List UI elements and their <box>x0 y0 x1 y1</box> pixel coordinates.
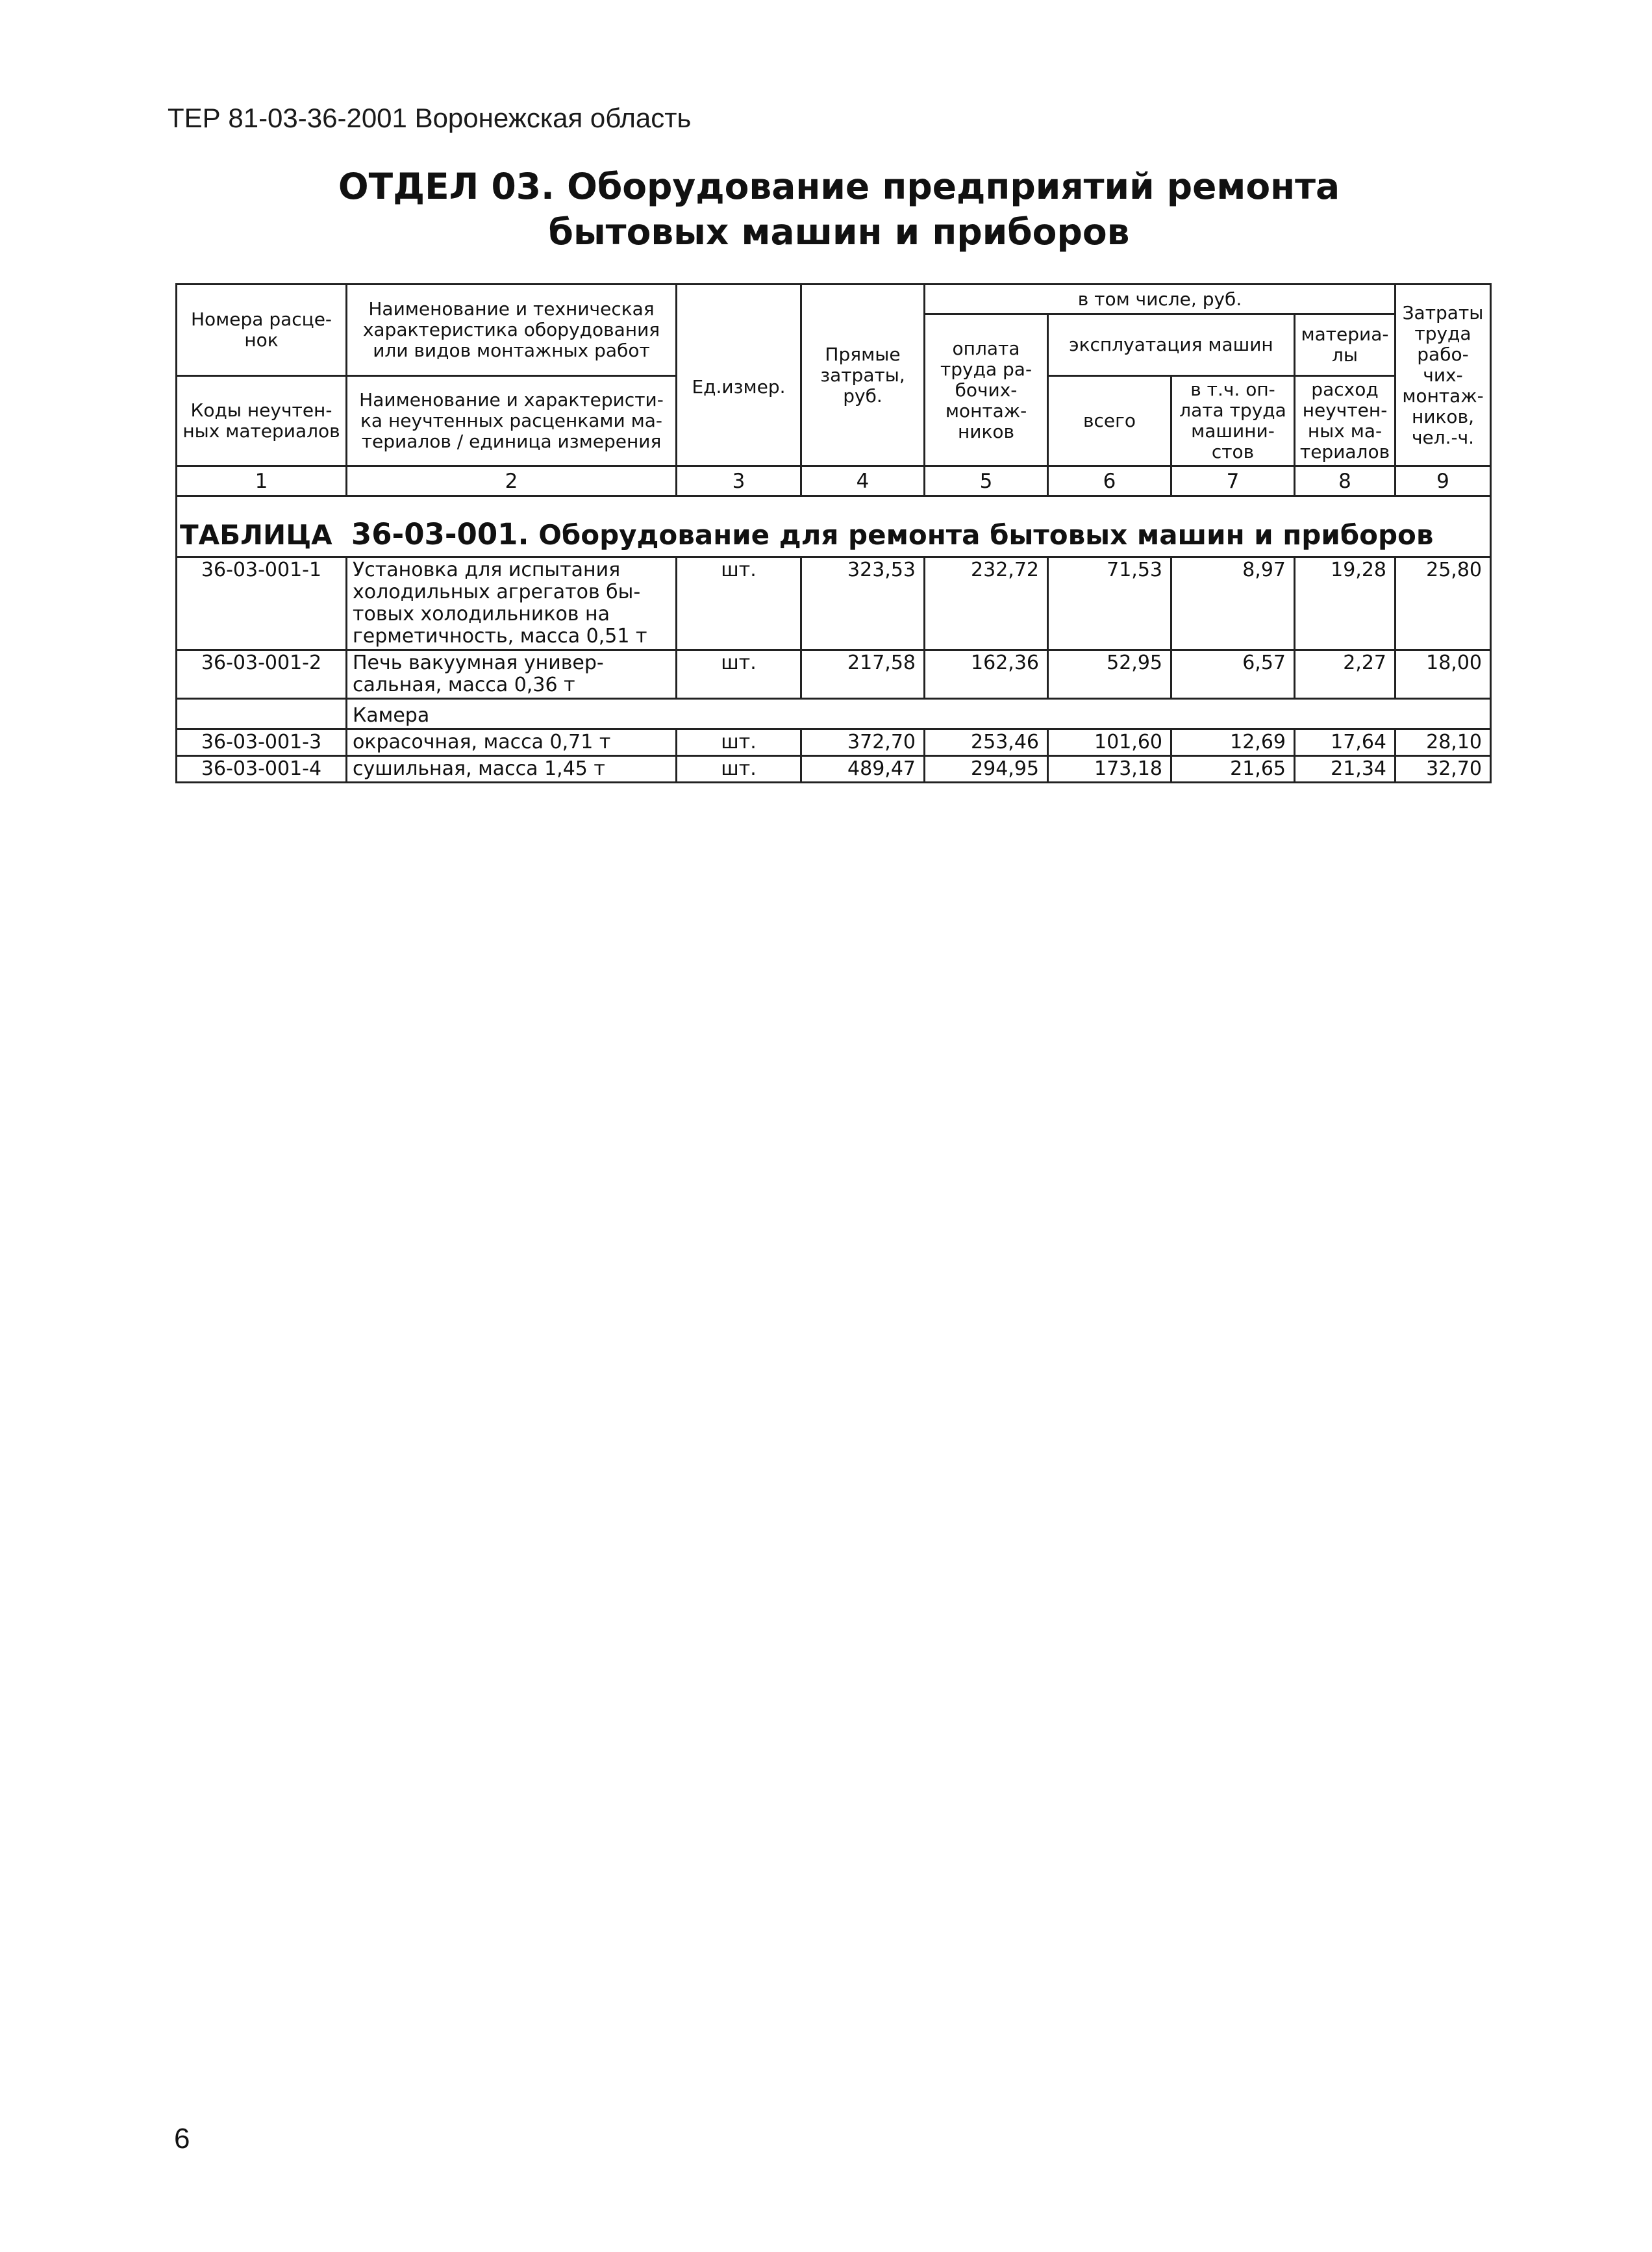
rate-machines-total: 71,53 <box>1048 557 1171 650</box>
section-title-line-1: ОТДЕЛ 03. Оборудование предприятий ремонта <box>338 166 1340 207</box>
rate-labor-costs: 32,70 <box>1395 756 1491 783</box>
rate-name: окрасочная, масса 0,71 т <box>347 729 677 756</box>
header-machines-total: всего <box>1048 376 1171 466</box>
header-machines-pay: в т.ч. оп-лата труда машини-стов <box>1171 376 1295 466</box>
rate-materials: 19,28 <box>1295 557 1395 650</box>
column-number: 5 <box>925 466 1048 496</box>
rate-labor-pay: 294,95 <box>925 756 1048 783</box>
rate-machines-pay: 21,65 <box>1171 756 1295 783</box>
rate-machines-total: 101,60 <box>1048 729 1171 756</box>
rate-unit: шт. <box>677 729 801 756</box>
header-including: в том числе, руб. <box>925 285 1395 314</box>
column-number: 8 <box>1295 466 1395 496</box>
header-direct-costs: Прямые затраты, руб. <box>801 285 925 466</box>
rate-machines-total: 173,18 <box>1048 756 1171 783</box>
rate-materials: 2,27 <box>1295 650 1395 699</box>
column-number: 6 <box>1048 466 1171 496</box>
table-header <box>177 285 1491 496</box>
rate-labor-pay: 253,46 <box>925 729 1048 756</box>
rate-labor-costs: 18,00 <box>1395 650 1491 699</box>
rate-code: 36-03-001-1 <box>177 557 347 650</box>
header-material-name: Наименование и характеристи-ка неучтенных расценками ма-териалов / единица измерения <box>347 376 677 466</box>
header-labor-pay: оплата труда ра-бочих-монтаж-ников <box>925 314 1048 466</box>
rate-direct-costs: 372,70 <box>801 729 925 756</box>
rate-labor-pay: 162,36 <box>925 650 1048 699</box>
rate-machines-pay: 8,97 <box>1171 557 1295 650</box>
table-title <box>177 496 1491 557</box>
document-reference: ТЕР 81-03-36-2001 Воронежская область <box>168 103 692 133</box>
rate-name: Установка для испытания холодильных агрегатов бы-товых холодильников на герметичность, масса 0,51 т <box>347 557 677 650</box>
rate-machines-pay: 6,57 <box>1171 650 1295 699</box>
page-number: 6 <box>174 2123 190 2155</box>
table-title-name: Оборудование для ремонта бытовых машин и приборов <box>538 519 1434 551</box>
norms-table <box>175 283 1492 783</box>
table-row <box>177 650 1491 699</box>
rate-labor-costs: 28,10 <box>1395 729 1491 756</box>
rate-unit: шт. <box>677 650 801 699</box>
header-work-name: Наименование и техническая характеристика оборудования или видов монтажных работ <box>347 285 677 376</box>
rate-direct-costs: 217,58 <box>801 650 925 699</box>
rate-materials: 21,34 <box>1295 756 1395 783</box>
rate-direct-costs: 323,53 <box>801 557 925 650</box>
header-materials-consumption: расход неучтен-ных ма-териалов <box>1295 376 1395 466</box>
header-materials: материа-лы <box>1295 314 1395 376</box>
rate-unit: шт. <box>677 756 801 783</box>
group-row <box>177 699 1491 729</box>
header-unaccounted-codes: Коды неучтен-ных материалов <box>177 376 347 466</box>
table-title-prefix: ТАБЛИЦА <box>180 519 332 551</box>
column-number: 9 <box>1395 466 1491 496</box>
header-rate-numbers: Номера расце-нок <box>177 285 347 376</box>
rate-name: сушильная, масса 1,45 т <box>347 756 677 783</box>
table-title-row <box>177 496 1491 557</box>
rate-labor-pay: 232,72 <box>925 557 1048 650</box>
header-labor-costs: Затраты труда рабо-чих-монтаж-ников, чел.-ч. <box>1395 285 1491 466</box>
section-title <box>0 164 1652 255</box>
column-number: 7 <box>1171 466 1295 496</box>
rate-materials: 17,64 <box>1295 729 1395 756</box>
rate-code: 36-03-001-4 <box>177 756 347 783</box>
table-title-code: 36-03-001. <box>351 517 529 551</box>
rate-machines-pay: 12,69 <box>1171 729 1295 756</box>
column-number-row <box>177 466 1491 496</box>
rate-direct-costs: 489,47 <box>801 756 925 783</box>
column-number: 1 <box>177 466 347 496</box>
rate-code: 36-03-001-3 <box>177 729 347 756</box>
column-number: 4 <box>801 466 925 496</box>
group-label: Камера <box>347 699 1491 729</box>
rate-unit: шт. <box>677 557 801 650</box>
rate-machines-total: 52,95 <box>1048 650 1171 699</box>
rate-name: Печь вакуумная универ-сальная, масса 0,36 т <box>347 650 677 699</box>
rate-code: 36-03-001-2 <box>177 650 347 699</box>
header-unit: Ед.измер. <box>677 285 801 466</box>
table-row <box>177 729 1491 756</box>
table-row <box>177 557 1491 650</box>
table-row <box>177 756 1491 783</box>
rate-labor-costs: 25,80 <box>1395 557 1491 650</box>
header-machines: эксплуатация машин <box>1048 314 1295 376</box>
column-number: 2 <box>347 466 677 496</box>
group-empty-cell <box>177 699 347 729</box>
column-number: 3 <box>677 466 801 496</box>
section-title-line-2: бытовых машин и приборов <box>548 211 1130 253</box>
